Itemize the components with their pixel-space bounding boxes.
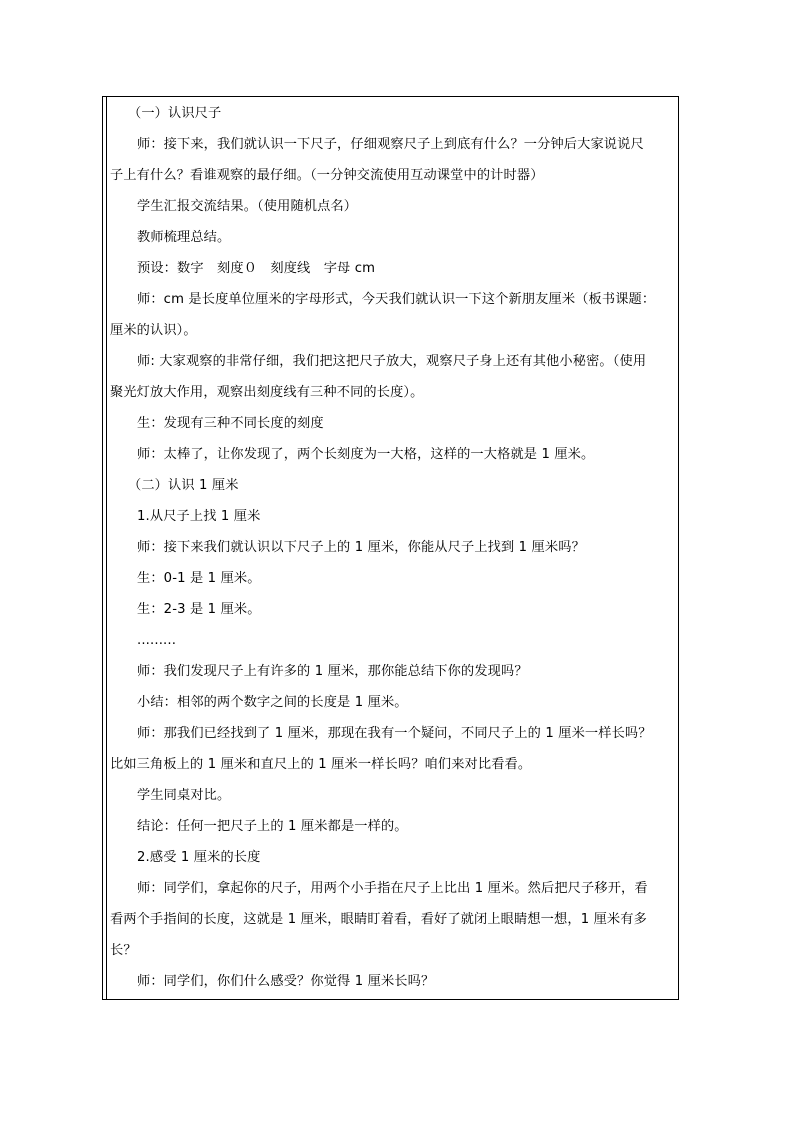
paragraph-line: 生：2-3 是 1 厘米。 (137, 602, 261, 617)
ellipsis-line: ......... (137, 633, 177, 648)
paragraph-line: 师：太棒了，让你发现了，两个长刻度为一大格，这样的一大格就是 1 厘米。 (137, 447, 595, 462)
paragraph-line: 师：cm 是长度单位厘米的字母形式，今天我们就认识一下这个新朋友厘米（板书课题： (137, 292, 656, 307)
paragraph-line: 生：0-1 是 1 厘米。 (137, 571, 261, 586)
paragraph-line: 生：发现有三种不同长度的刻度 (137, 416, 324, 431)
paragraph-line: 长？ (110, 943, 137, 958)
paragraph-line: 教师梳理总结。 (137, 230, 231, 245)
subsection-heading: 1.从尺子上找 1 厘米 (137, 509, 261, 524)
paragraph-line: 学生同桌对比。 (137, 788, 231, 803)
paragraph-line: 学生汇报交流结果。（使用随机点名） (137, 199, 358, 214)
section-heading-centimeter: （二）认识 1 厘米 (128, 478, 239, 493)
paragraph-line: 师：接下来，我们就认识一下尺子，仔细观察尺子上到底有什么？一分钟后大家说说尺 (137, 137, 644, 152)
paragraph-line: 师：接下来我们就认识以下尺子上的 1 厘米，你能从尺子上找到 1 厘米吗？ (137, 540, 585, 555)
lesson-content (110, 98, 672, 997)
paragraph-line: 师：同学们，你们什么感受？你觉得 1 厘米长吗？ (137, 974, 435, 989)
paragraph-line: 比如三角板上的 1 厘米和直尺上的 1 厘米一样长吗？咱们来对比看看。 (110, 757, 532, 772)
paragraph-line: 预设：数字 刻度０ 刻度线 字母 cm (137, 261, 376, 276)
paragraph-line: 师：同学们，拿起你的尺子，用两个小手指在尺子上比出 1 厘米。然后把尺子移开，看 (137, 881, 648, 896)
paragraph-line: 聚光灯放大作用，观察出刻度线有三种不同的长度）。 (110, 385, 424, 400)
section-heading-ruler: （一）认识尺子 (128, 106, 222, 121)
paragraph-line: 结论：任何一把尺子上的 1 厘米都是一样的。 (137, 819, 408, 834)
paragraph-line: 厘米的认识）。 (110, 323, 197, 338)
paragraph-line: 师: 大家观察的非常仔细，我们把这把尺子放大，观察尺子身上还有其他小秘密。（使用 (137, 354, 647, 369)
paragraph-line: 师：我们发现尺子上有许多的 1 厘米，那你能总结下你的发现吗？ (137, 664, 528, 679)
subsection-heading: 2.感受 1 厘米的长度 (137, 850, 261, 865)
table-column-divider (106, 96, 107, 1000)
paragraph-line: 看两个手指间的长度，这就是 1 厘米，眼睛盯着看，看好了就闭上眼睛想一想，1 厘米有多 (110, 912, 647, 927)
paragraph-line: 子上有什么？看谁观察的最仔细。（一分钟交流使用互动课堂中的计时器） (110, 168, 544, 183)
paragraph-line: 小结：相邻的两个数字之间的长度是 1 厘米。 (137, 695, 408, 710)
paragraph-line: 师：那我们已经找到了 1 厘米，那现在我有一个疑问，不同尺子上的 1 厘米一样长吗？ (137, 726, 652, 741)
